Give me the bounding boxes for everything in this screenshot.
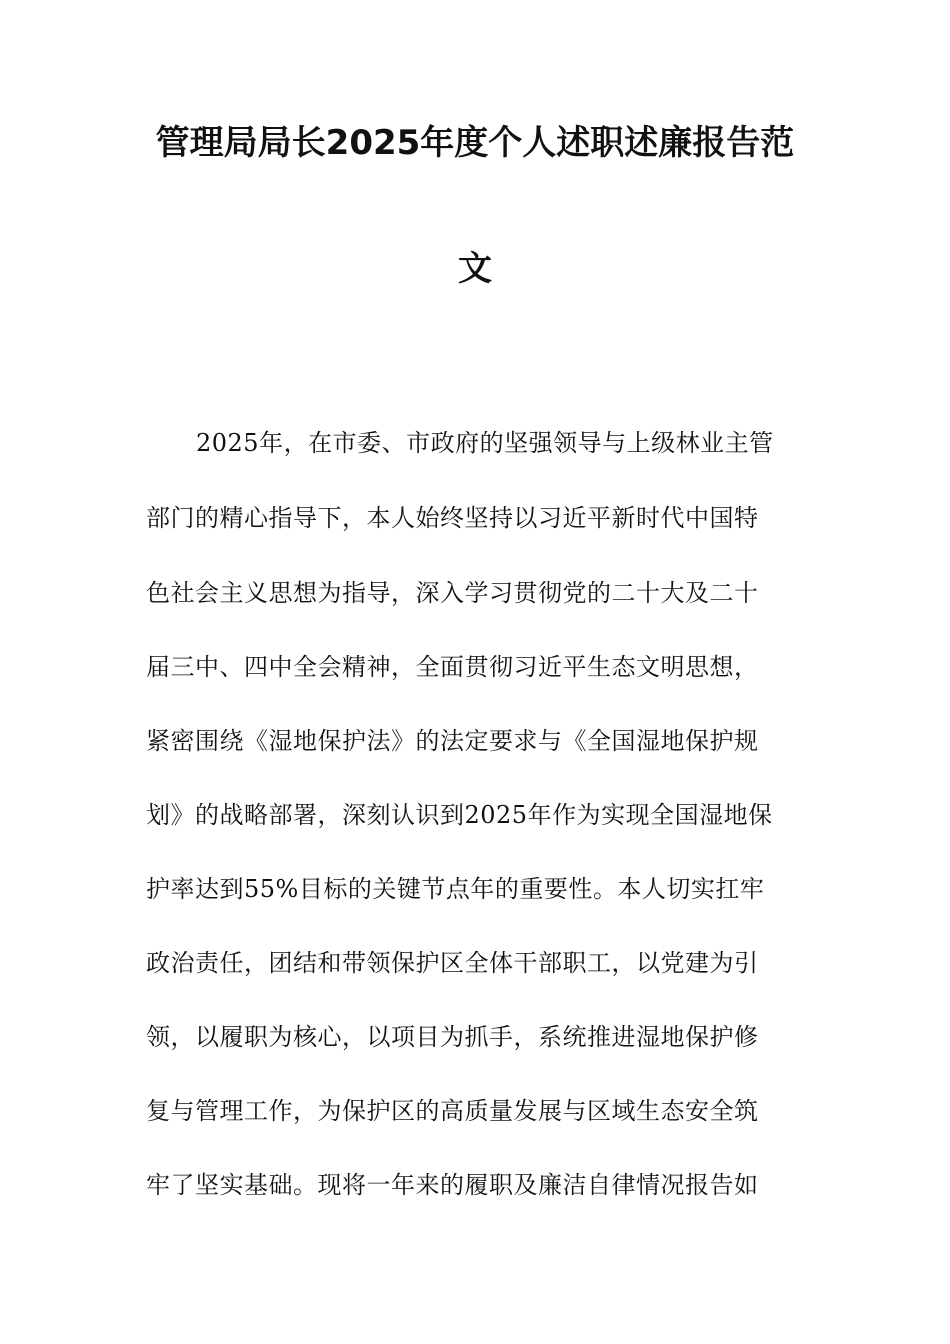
paragraph-line: 牢了坚实基础。现将一年来的履职及廉洁自律情况报告如	[146, 1171, 759, 1199]
paragraph-line: 部门的精心指导下，本人始终坚持以习近平新时代中国特	[146, 504, 759, 532]
paragraph-line: 色社会主义思想为指导，深入学习贯彻党的二十大及二十	[146, 579, 759, 607]
paragraph-line: 领，以履职为核心，以项目为抓手，系统推进湿地保护修	[146, 1023, 759, 1051]
paragraph-line: 复与管理工作，为保护区的高质量发展与区域生态安全筑	[146, 1097, 759, 1125]
document-title-line-1: 管理局局长2025年度个人述职述廉报告范	[155, 123, 795, 163]
paragraph-line: 政治责任，团结和带领保护区全体干部职工，以党建为引	[146, 949, 759, 977]
paragraph-line: 2025年，在市委、市政府的坚强领导与上级林业主管	[196, 429, 774, 457]
document-title-line-2: 文	[458, 249, 492, 289]
paragraph-line: 划》的战略部署，深刻认识到2025年作为实现全国湿地保	[146, 801, 773, 829]
paragraph-line: 护率达到55%目标的关键节点年的重要性。本人切实扛牢	[146, 875, 765, 903]
paragraph-line: 紧密围绕《湿地保护法》的法定要求与《全国湿地保护规	[146, 727, 759, 755]
paragraph-line: 届三中、四中全会精神，全面贯彻习近平生态文明思想，	[146, 653, 759, 681]
